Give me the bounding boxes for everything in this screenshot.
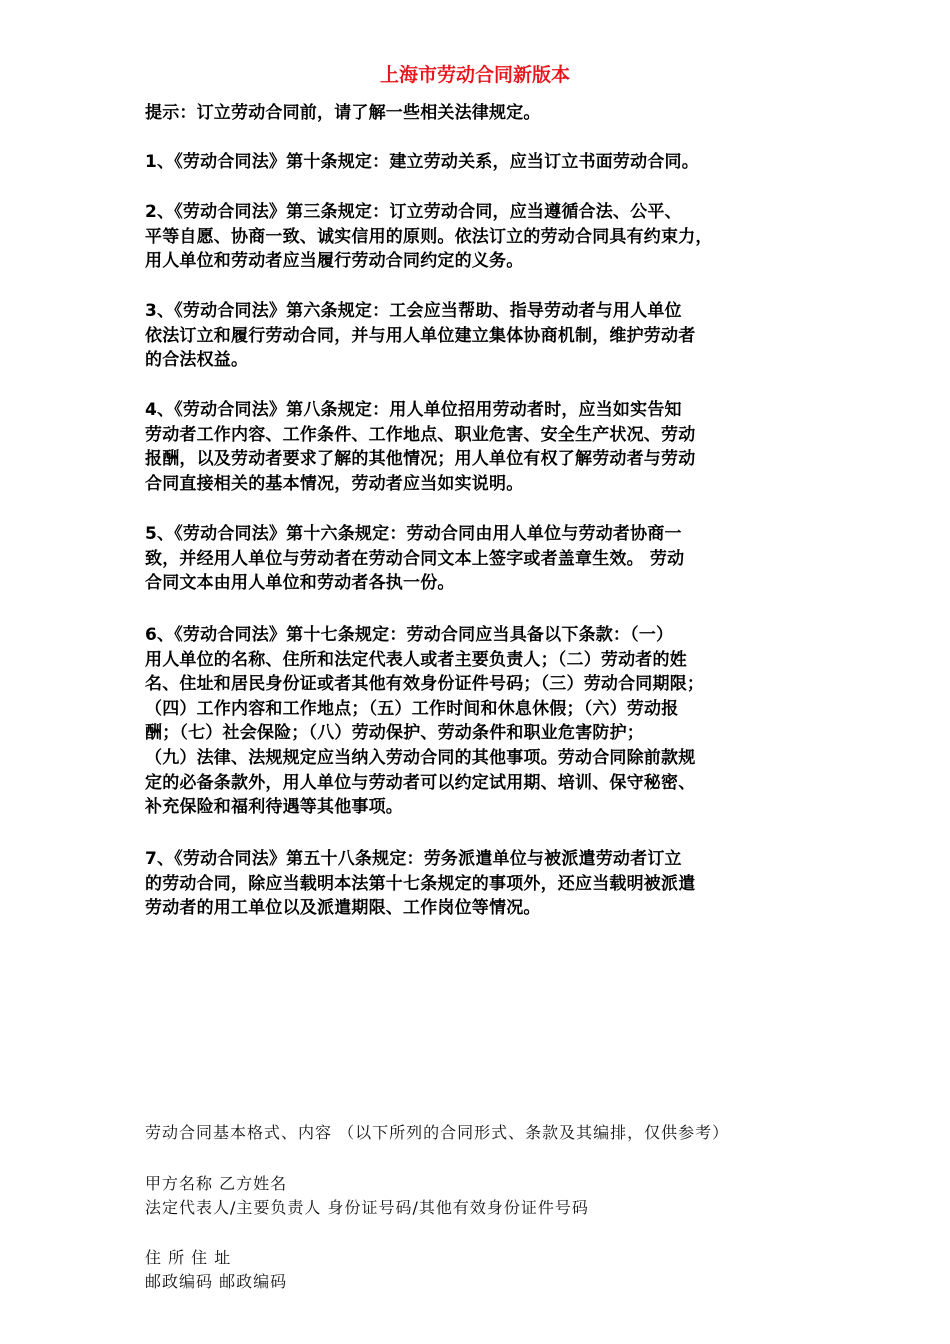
- clause-line: （四）工作内容和工作地点；（五）工作时间和休息休假；（六）劳动报: [145, 698, 679, 719]
- clause-line: 的劳动合同，除应当载明本法第十七条规定的事项外，还应当载明被派遣: [145, 873, 696, 894]
- hint-text: 提示：订立劳动合同前，请了解一些相关法律规定。: [145, 103, 541, 123]
- clause-line: 6、《劳动合同法》第十七条规定：劳动合同应当具备以下条款：（一）: [145, 625, 674, 645]
- clause-line: 致，并经用人单位与劳动者在劳动合同文本上签字或者盖章生效。 劳动: [145, 548, 685, 569]
- address-line: 住 所 住 址: [145, 1248, 232, 1267]
- clause-4: [145, 398, 825, 496]
- clause-line: 合同直接相关的基本情况，劳动者应当如实说明。: [145, 473, 524, 494]
- clause-7: [145, 847, 825, 921]
- clause-line: 合同文本由用人单位和劳动者各执一份。: [145, 573, 455, 594]
- clause-line: 补充保险和福利待遇等其他事项。: [145, 797, 403, 818]
- clause-line: （九）法律、法规规定应当纳入劳动合同的其他事项。劳动合同除前款规: [145, 747, 696, 768]
- clause-5: [145, 522, 825, 596]
- clause-line: 7、《劳动合同法》第五十八条规定：劳务派遣单位与被派遣劳动者订立: [145, 849, 682, 869]
- clause-line: 报酬，以及劳动者要求了解的其他情况；用人单位有权了解劳动者与劳动: [145, 449, 696, 470]
- clause-6: [145, 623, 825, 820]
- party-names-line: 甲方名称 乙方姓名: [145, 1174, 288, 1193]
- document-title: 上海市劳动合同新版本: [379, 64, 570, 86]
- format-note: 劳动合同基本格式、内容 （以下所列的合同形式、条款及其编排，仅供参考）: [145, 1123, 730, 1142]
- clause-line: 平等自愿、协商一致、诚实信用的原则。依法订立的劳动合同具有约束力，: [145, 226, 713, 247]
- clause-line: 名、住址和居民身份证或者其他有效身份证件号码；（三）劳动合同期限；: [145, 674, 705, 695]
- clause-line: 依法订立和履行劳动合同，并与用人单位建立集体协商机制，维护劳动者: [145, 325, 696, 346]
- clause-line: 4、《劳动合同法》第八条规定：用人单位招用劳动者时，应当如实告知: [145, 400, 682, 420]
- clause-1: [145, 150, 825, 175]
- clause-2: [145, 200, 825, 274]
- postal-code-line: 邮政编码 邮政编码: [145, 1272, 288, 1291]
- representative-line: 法定代表人/主要负责人 身份证号码/其他有效身份证件号码: [145, 1198, 589, 1217]
- clause-line: 劳动者工作内容、工作条件、工作地点、职业危害、安全生产状况、劳动: [145, 424, 696, 445]
- clause-line: 用人单位的名称、住所和法定代表人或者主要负责人；（二）劳动者的姓: [145, 649, 687, 670]
- clause-line: 定的必备条款外，用人单位与劳动者可以约定试用期、培训、保守秘密、: [145, 772, 696, 793]
- hint-paragraph: [145, 101, 825, 126]
- clause-3: [145, 299, 825, 373]
- clause-line: 劳动者的用工单位以及派遣期限、工作岗位等情况。: [145, 898, 541, 919]
- clause-line: 酬；（七）社会保险；（八）劳动保护、劳动条件和职业危害防护；: [145, 723, 644, 744]
- clause-line: 2、《劳动合同法》第三条规定：订立劳动合同，应当遵循合法、公平、: [145, 202, 682, 222]
- clause-line: 5、《劳动合同法》第十六条规定：劳动合同由用人单位与劳动者协商一: [145, 524, 682, 544]
- clause-line: 1、《劳动合同法》第十条规定：建立劳动关系，应当订立书面劳动合同。: [145, 152, 699, 172]
- clause-line: 用人单位和劳动者应当履行劳动合同约定的义务。: [145, 251, 524, 272]
- clause-line: 3、《劳动合同法》第六条规定：工会应当帮助、指导劳动者与用人单位: [145, 301, 682, 321]
- clause-line: 的合法权益。: [145, 350, 249, 371]
